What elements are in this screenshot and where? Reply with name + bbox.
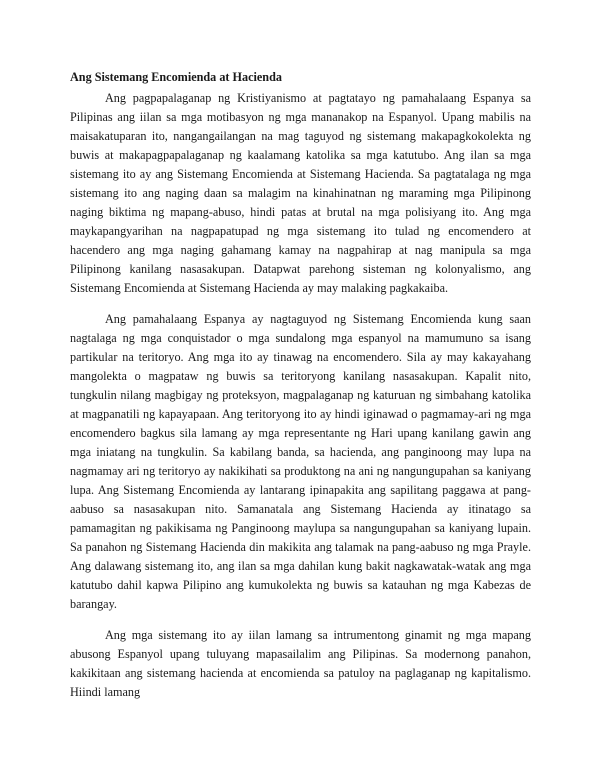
paragraph-3: Ang mga sistemang ito ay iilan lamang sa intrumentong ginamit ng mga mapang abusong Espanyol upang tuluyang mapasailalim ang Pilipinas. Sa modernong panahon, kakikitaan ang sistemang hacienda at encomienda sa patuloy na paglaganap ng kapitalismo. Hiindi lamang <box>70 628 531 699</box>
paragraph-1: Ang pagpapalaganap ng Kristiyanismo at pagtatayo ng pamahalaang Espanya sa Pilipinas ang iilan sa mga motibasyon ng mga mananakop na Espanyol. Upang mabilis na maisakatuparan ito, nangangailangan na mag taguyod ng sistemang makapagkokolekta ng buwis at makapagpapalaganap ng kaalamang katolika sa mga katutubo. Ang ilan sa mga sistemang ito ay ang Sistemang Encomienda at Sistemang Hacienda. Sa pagtatalaga ng mga sistemang ito ang naging daan sa malagim na kinahinatnan ng maraming mga Pilipinong naging biktima ng mapang-abuso, hindi patas at brutal na mga polisiyang ito. Ang mga maykapangyarihan na nagpapatupad ng mga sistemang ito tulad ng encomendero at hacendero ang mga naging gahamang kamay na nagpahirap at nag manipula sa mga Pilipinong kanilang nasasakupan. Datapwat parehong sisteman ng kolonyalismo, ang Sistemang Encomienda at Sistemang Hacienda ay may malaking pagkakaiba. <box>70 91 531 295</box>
paragraph-2: Ang pamahalaang Espanya ay nagtaguyod ng Sistemang Encomienda kung saan nagtalaga ng mga conquistador o mga sundalong mga espanyol na mamumuno sa isang partikular na teritoryo. Ang mga ito ay tinawag na encomendero. Sila ay may kakayahang mangolekta o magpataw ng buwis sa teritoryong kanilang nasasakupan. Kapalit nito, tungkulin nilang magbigay ng proteksyon, magpalaganap ng katuruan ng simbahang katolika at magpanatili ng kapayapaan. Ang teritoryong ito ay hindi iginawad o pagmamay-ari ng mga encomendero bagkus sila lamang ay mga representante ng Hari upang kanilang gawin ang mga iniatang na tungkulin. Sa kabilang banda, sa hacienda, ang panginoong may lupa na nagmamay ari ng teritoryo ay nakikihati sa produktong na ani ng nangungupahan sa kaniyang lupa. Ang Sistemang Encomienda ay lantarang ipinapakita ang sapilitang paggawa at pang-aabuso sa nasasakupan nito. Samanatala ang Sistemang Hacienda ay itinatago sa pamamagitan ng pakikisama ng Panginoong maylupa sa nangungupahan sa kaniyang lupain. Sa panahon ng Sistemang Hacienda din makikita ang talamak na pang-aabuso ng mga Prayle. Ang dalawang sistemang ito, ang ilan sa mga dahilan kung bakit nagkawatak-watak ang mga katutubo dahil kapwa Pilipino ang kumukolekta ng buwis sa katauhan ng mga Kabezas de barangay. <box>70 312 531 611</box>
document-body <box>70 68 531 714</box>
document-title: Ang Sistemang Encomienda at Hacienda <box>70 70 282 84</box>
